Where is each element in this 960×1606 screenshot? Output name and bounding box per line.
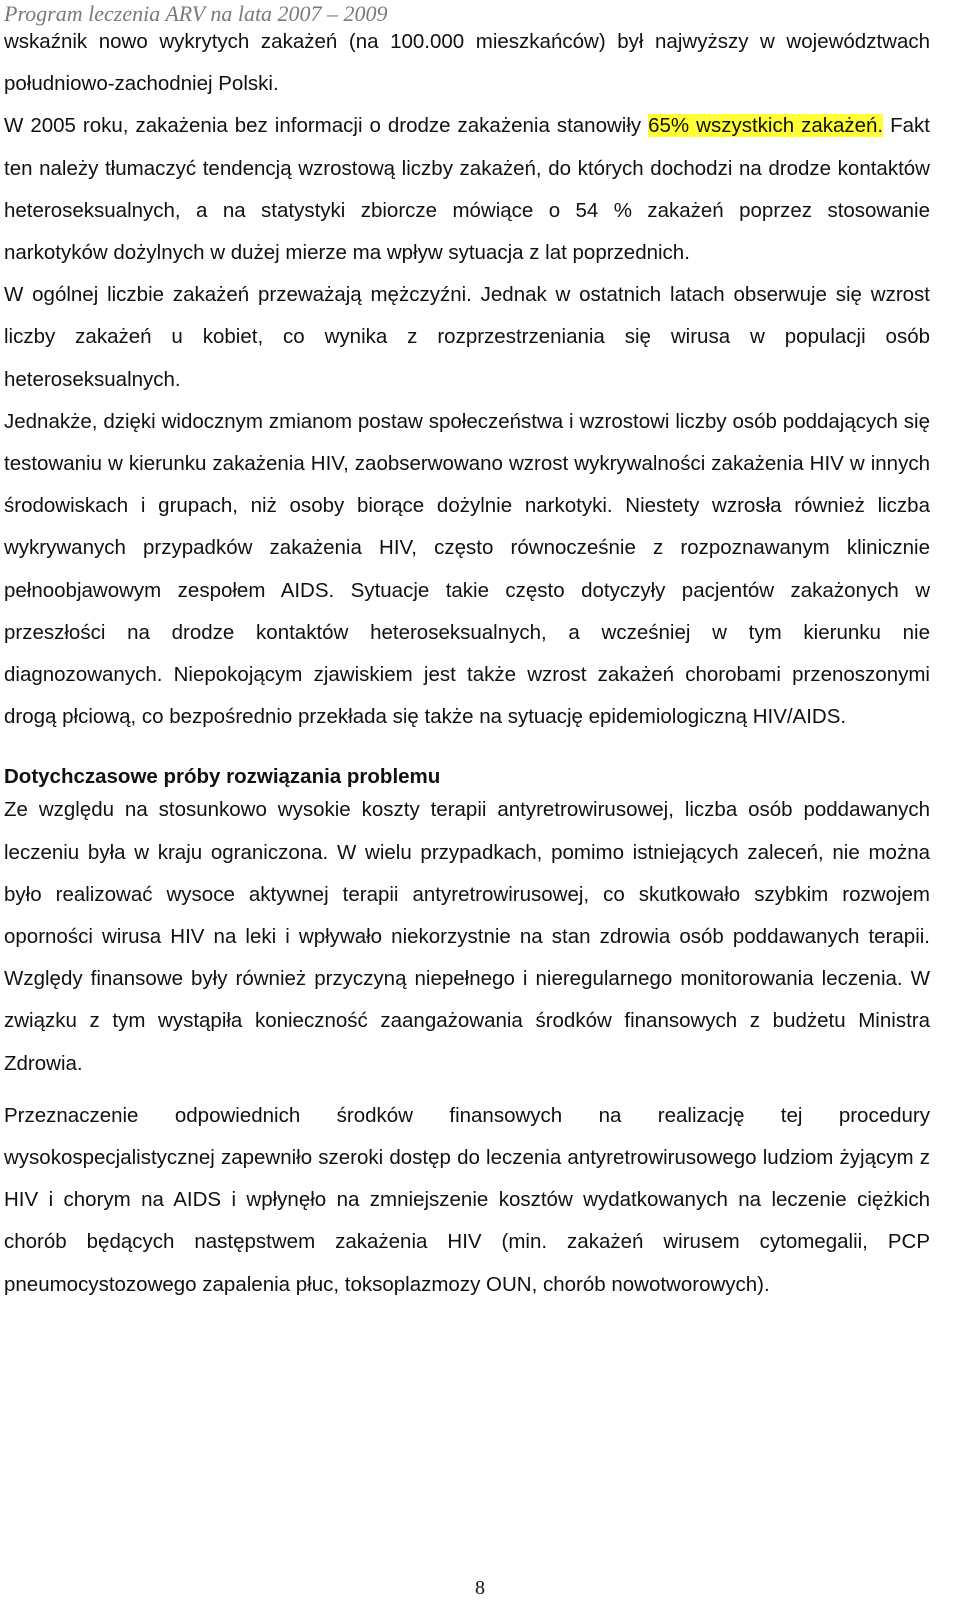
paragraph-text: Fakt ten należy tłumaczyć tendencją wzrostową liczby zakażeń, do których dochodzi na drodze kontaktów heteroseksualnych, a na statystyki zbiorcze mówiące o 54 % zakażeń poprzez stosowanie narkotyków dożylnych w dużej mierze ma wpływ sytuacja z lat poprzednich. bbox=[4, 114, 930, 265]
paragraph-2005-infections bbox=[4, 105, 930, 274]
paragraph-funding: Przeznaczenie odpowiednich środków finansowych na realizację tej procedury wysokospecjalistycznej zapewniło szeroki dostęp do leczenia antyretrowirusowego ludziom żyjącym z HIV i chorym na AIDS i wpłynęło na zmniejszenie kosztów wydatkowanych na leczenie ciężkich chorób będących następstwem zakażenia HIV (min. zakażeń wirusem cytomegalii, PCP pneumocystozowego zapalenia płuc, toksoplazmozy OUN, chorób nowotworowych). bbox=[4, 1103, 930, 1296]
running-header: Program leczenia ARV na lata 2007 – 2009 bbox=[4, 1, 388, 26]
spacer bbox=[4, 1085, 930, 1095]
paragraph-men-women: W ogólnej liczbie zakażeń przeważają mężczyźni. Jednak w ostatnich latach obserwuje się wzrost liczby zakażeń u kobiet, co wynika z rozprzestrzeniania się wirusa w populacji osób heteroseksualnych. bbox=[4, 283, 930, 391]
paragraph-detection: Jednakże, dzięki widocznym zmianom postaw społeczeństwa i wzrostowi liczby osób poddających się testowaniu w kierunku zakażenia HIV, zaobserwowano wzrost wykrywalności zakażenia HIV w innych środowiskach i grupach, niż osoby biorące dożylnie narkotyki. Niestety wzrosła również liczba wykrywanych przypadków zakażenia HIV, często równocześnie z rozpoznawanym klinicznie pełnoobjawowym zespołem AIDS. Sytuacje takie często dotyczyły pacjentów zakażonych w przeszłości na drodze kontaktów heteroseksualnych, a wcześniej w tym kierunku nie diagnozowanych. Niepokojącym zjawiskiem jest także wzrost zakażeń chorobami przenoszonymi drogą płciową, co bezpośrednio przekłada się także na sytuację epidemiologiczną HIV/AIDS. bbox=[4, 409, 930, 729]
document-body bbox=[4, 21, 930, 1306]
paragraph-text: W 2005 roku, zakażenia bez informacji o drodze zakażenia stanowiły bbox=[4, 114, 649, 138]
section-heading: Dotychczasowe próby rozwiązania problemu bbox=[4, 765, 441, 789]
page-number: 8 bbox=[475, 1577, 485, 1599]
paragraph-voivodeships: wskaźnik nowo wykrytych zakażeń (na 100.000 mieszkańców) był najwyższy w województwach południowo-zachodniej Polski. bbox=[4, 30, 930, 96]
paragraph-therapy-costs: Ze względu na stosunkowo wysokie koszty terapii antyretrowirusowej, liczba osób poddawanych leczeniu była w kraju ograniczona. W wielu przypadkach, pomimo istniejących zaleceń, nie można było realizować wysoce aktywnej terapii antyretrowirusowej, co skutkowało szybkim rozwojem oporności wirusa HIV na leki i wpływało niekorzystnie na stan zdrowia osób poddawanych terapii. Względy finansowe były również przyczyną niepełnego i nieregularnego monitorowania leczenia. W związku z tym wystąpiła konieczność zaangażowania środków finansowych z budżetu Ministra Zdrowia. bbox=[4, 798, 930, 1075]
spacer bbox=[4, 738, 930, 765]
highlighted-text: 65% wszystkich zakażeń. bbox=[648, 114, 884, 138]
